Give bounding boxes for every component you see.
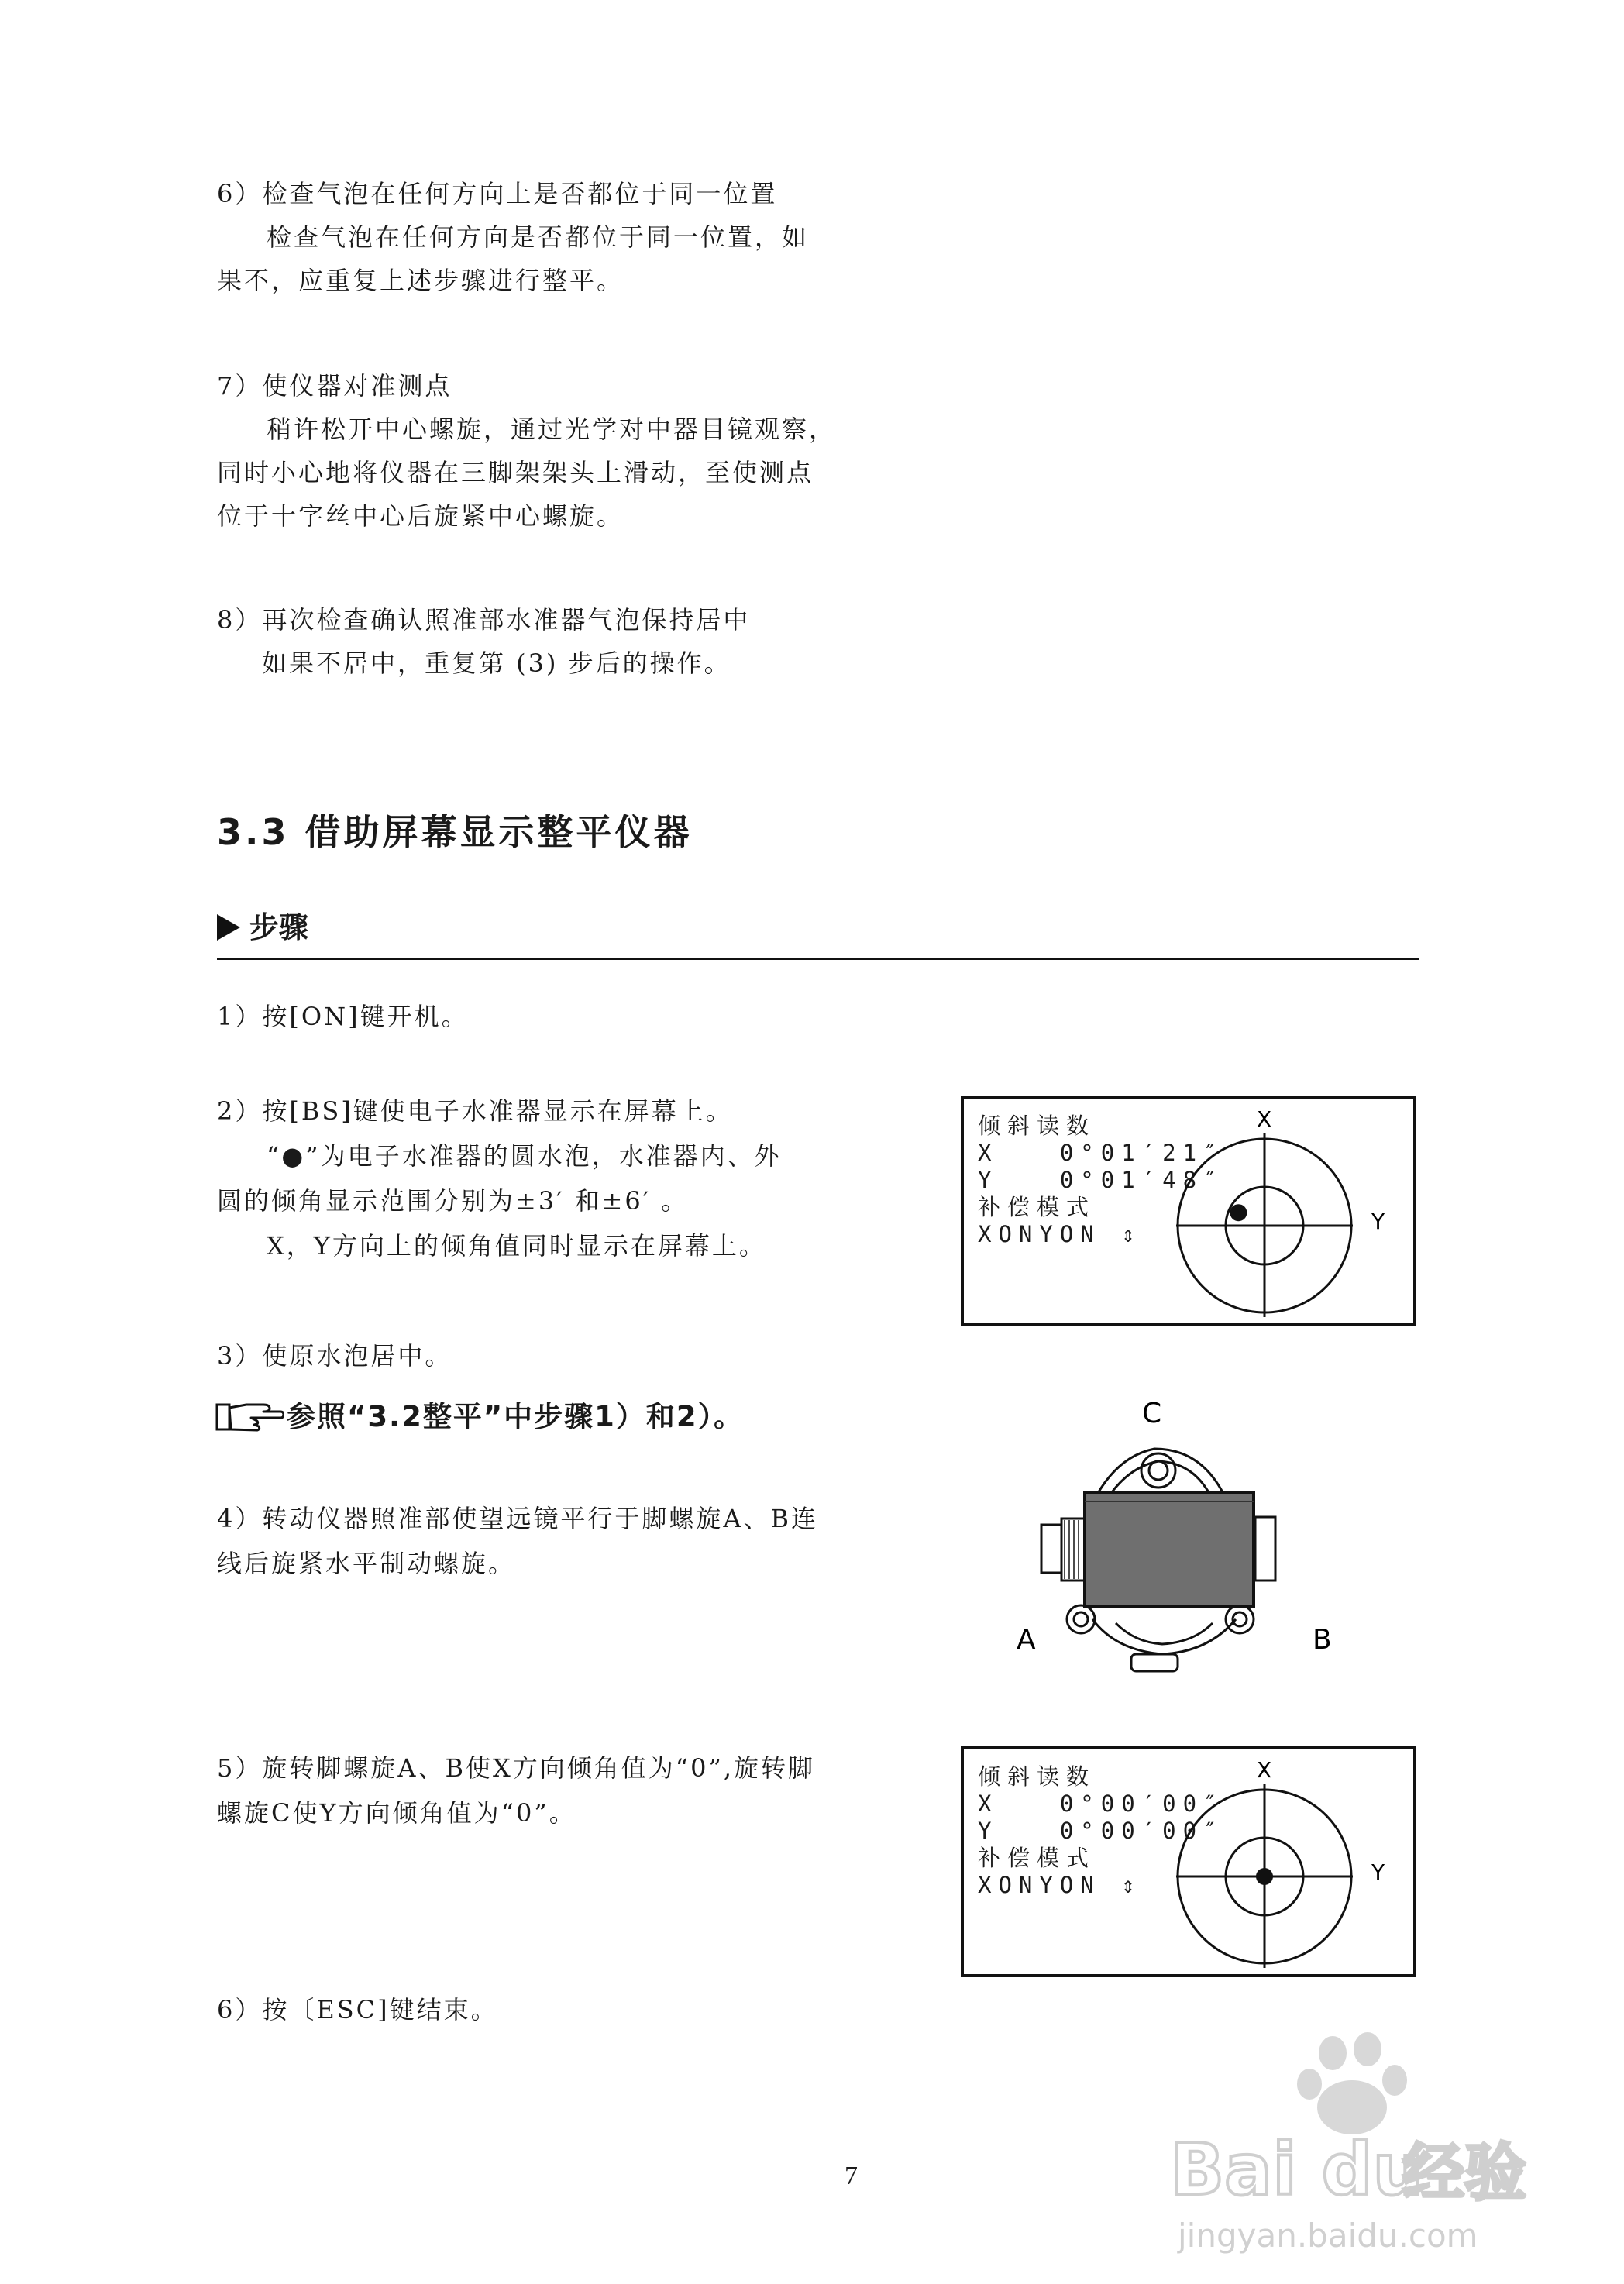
- axis-x-label: X: [1257, 1106, 1272, 1132]
- step1-text: 1）按[ON]键开机。: [217, 1002, 469, 1031]
- axis-y-label: Y: [1371, 1859, 1385, 1885]
- step2-line2: 圆的倾角显示范围分别为±3′ 和±6′ 。: [217, 1186, 689, 1216]
- tilt-display-1: [961, 1096, 1416, 1326]
- label-a: A: [1017, 1624, 1036, 1656]
- step7-line1: 稍许松开中心螺旋，通过光学对中器目镜观察，: [267, 414, 837, 444]
- pointing-hand-icon: [215, 1398, 284, 1433]
- x-reading: X 0°01′21″: [978, 1140, 1224, 1166]
- axis-y-label: Y: [1371, 1209, 1385, 1234]
- reference-text: 参照“3.2整平”中步骤1）和2）。: [287, 1400, 745, 1433]
- baidu-jingyan-watermark: [1100, 2014, 1565, 2270]
- step8-line1: 如果不居中，重复第 (3) 步后的操作。: [262, 648, 731, 678]
- step2-line3: X，Y方向上的倾角值同时显示在屏幕上。: [267, 1231, 766, 1261]
- watermark-cn: 经验: [1402, 2137, 1526, 2209]
- page-number: 7: [845, 2162, 858, 2190]
- instrument-top-view: [1000, 1387, 1340, 1697]
- section-title: 3.3 借助屏幕显示整平仪器: [217, 811, 693, 853]
- step3-title: 3）使原水泡居中。: [217, 1341, 452, 1371]
- mode-value: XONYON ⇕: [978, 1221, 1142, 1247]
- step6-title: 6）检查气泡在任何方向上是否都位于同一位置: [217, 179, 778, 208]
- step6-esc-text: 6）按〔ESC]键结束。: [217, 1995, 498, 2024]
- tilt-title: 倾斜读数: [978, 1763, 1096, 1790]
- bubble-level-2: [1167, 1756, 1392, 1968]
- label-c: C: [1142, 1398, 1162, 1429]
- bubble-dot: [1230, 1204, 1247, 1221]
- step2-line1: “●”为电子水准器的圆水泡，水准器内、外: [267, 1141, 782, 1171]
- step6-line2: 果不，应重复上述步骤进行整平。: [217, 266, 624, 295]
- step6-line1: 检查气泡在任何方向是否都位于同一位置，如: [267, 222, 810, 252]
- triangle-icon: [217, 914, 240, 941]
- step4-line1: 4）转动仪器照准部使望远镜平行于脚螺旋A、B连: [217, 1504, 818, 1533]
- mode-label: 补偿模式: [978, 1845, 1096, 1871]
- step7-title: 7）使仪器对准测点: [217, 371, 452, 401]
- y-reading: Y 0°01′48″: [978, 1167, 1224, 1193]
- x-reading: X 0°00′00″: [978, 1790, 1224, 1817]
- label-b: B: [1313, 1624, 1332, 1656]
- steps-heading: [217, 903, 308, 946]
- tilt-display-2: [961, 1746, 1416, 1977]
- watermark-url: jingyan.baidu.com: [1178, 2217, 1478, 2255]
- step5-line2: 螺旋C使Y方向倾角值为“0”。: [217, 1798, 576, 1828]
- heading-rule: [217, 958, 1419, 960]
- bubble-level-1: [1167, 1105, 1392, 1317]
- reference-note: [215, 1393, 744, 1435]
- steps-heading-text: 步骤: [249, 910, 309, 944]
- mode-value: XONYON ⇕: [978, 1872, 1142, 1898]
- step7-line2: 同时小心地将仪器在三脚架架头上滑动，至使测点: [217, 458, 814, 487]
- bubble-dot: [1256, 1868, 1273, 1885]
- watermark-brand: Bai du: [1170, 2128, 1424, 2211]
- telescope-body: [1085, 1492, 1254, 1607]
- step7-line3: 位于十字丝中心后旋紧中心螺旋。: [217, 501, 624, 531]
- y-reading: Y 0°00′00″: [978, 1818, 1224, 1844]
- step2-title: 2）按[BS]键使电子水准器显示在屏幕上。: [217, 1096, 733, 1126]
- step4-line2: 线后旋紧水平制动螺旋。: [217, 1549, 516, 1578]
- mode-label: 补偿模式: [978, 1194, 1096, 1220]
- step5-line1: 5）旋转脚螺旋A、B使X方向倾角值为“0”,旋转脚: [217, 1753, 816, 1783]
- step8-title: 8）再次检查确认照准部水准器气泡保持居中: [217, 605, 751, 635]
- tilt-title: 倾斜读数: [978, 1113, 1096, 1139]
- axis-x-label: X: [1257, 1757, 1272, 1783]
